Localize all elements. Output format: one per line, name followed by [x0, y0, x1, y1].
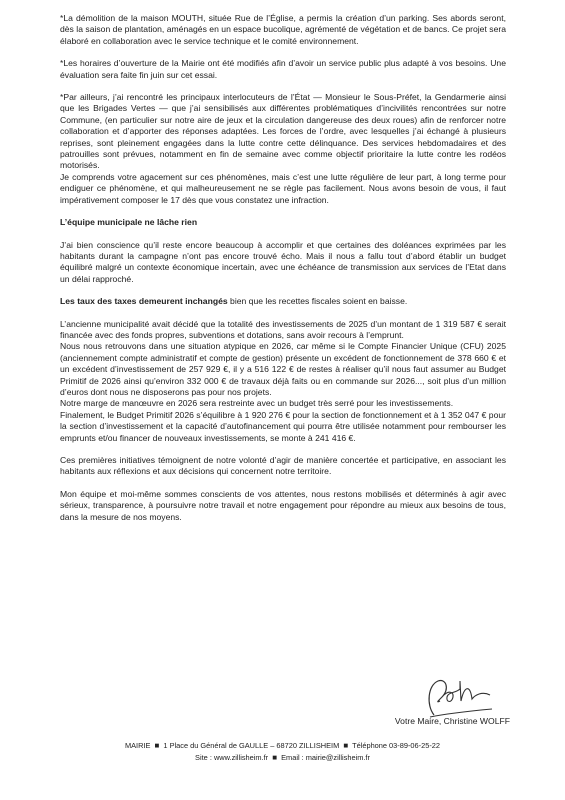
signature-block	[330, 677, 520, 727]
letter-body	[60, 13, 506, 534]
paragraph-doleances: J’ai bien conscience qu’il reste encore beaucoup à accomplir et que certaines des doléances exprimées par les habitants durant la campagne n’ont pas encore trouvé écho. Mais il nous a fallu tout d’abord établir un budget équilibré malgré un contexte économique incertain, avec une échéance de transmission aux services de l’Etat dans un délai rapproché.	[60, 239, 506, 284]
paragraph-margin: Notre marge de manœuvre en 2026 sera restreinte avec un budget très serré pour les investissements.	[60, 398, 454, 409]
handwritten-signature	[420, 675, 495, 721]
paragraph-initiatives: Ces premières initiatives témoignent de notre volonté d’agir de manière concertée et participative, en associant les habitants aux réflexions et aux décisions qui concernent notre territoire.	[60, 455, 506, 477]
section-heading: L’équipe municipale ne lâche rien	[60, 217, 198, 228]
separator-icon: ■	[154, 741, 160, 750]
separator-icon: ■	[272, 753, 278, 762]
separator-icon: ■	[343, 741, 349, 750]
paragraph-budget: Finalement, le Budget Primitif 2026 s’équilibre à 1 920 276 € pour la section de fonctionnement et à 1 352 047 € pour la section d’investissement et la capacité d’autofinancement qui pourra être utilisée notamment pour rembourser les emprunts et/ou financer de nouveaux investissements, se monte à 241 416 €.	[60, 409, 506, 443]
paragraph-incivilities: Je comprends votre agacement sur ces phénomènes, mais c’est une lutte régulière de leur part, à long terme pour endiguer ce phénomène, et qui malheureusement ne se règle pas facilement. Nous avons besoin de vous, il faut impérativement composer le 17 dès que vous constatez une infraction.	[60, 171, 506, 205]
paragraph-investments-2025: L’ancienne municipalité avait décidé que la totalité des investissements de 2025 d’un montant de 1 319 587 € serait financée avec des fonds propres, subventions et dotations, sans avoir recours à l’emprunt.	[60, 318, 506, 340]
paragraph-opening-hours: *Les horaires d’ouverture de la Mairie ont été modifiés afin d’avoir un service public plus adapté à vos besoins. Une évaluation sera faite fin juin sur cet essai.	[60, 58, 506, 80]
paragraph-situation-2026: Nous nous retrouvons dans une situation atypique en 2026, car même si le Compte Financier Unique (CFU) 2025 (anciennement compte administratif et compte de gestion) présente un excédent de fonctionnement de 378 660 € et un excédent d’investissement de 257 929 €, il y a 516 122 € de restes à réaliser qu’il nous faut assumer au Budget Primitif de 2026 ainsi qu’environ 332 000 € de travaux déjà faits ou en commande sur 2026..., soit plus d’un million d’euros dont nous ne disposerons pas pour nos projets.	[60, 341, 506, 397]
footer-contact	[0, 753, 565, 763]
signature-name: Votre Maire, Christine WOLFF	[394, 716, 510, 726]
paragraph-parking: *La démolition de la maison MOUTH, située Rue de l’Église, a permis la création d’un parking. Ses abords seront, dès la saison de plantation, aménagés en un espace bucolique, agrémenté de végétation et de bancs. Ce projet sera élaboré en collaboration avec le service technique et le comité environnement.	[60, 13, 506, 46]
footer-email[interactable]: Email : mairie@zillisheim.fr	[281, 753, 370, 762]
footer-phone: Téléphone 03-89-06-25-22	[352, 741, 441, 750]
paragraph-taxes	[60, 296, 506, 307]
footer-address	[0, 741, 565, 751]
footer-address-line: 1 Place du Général de GAULLE – 68720 ZILLISHEIM	[163, 741, 340, 750]
footer-site[interactable]: Site : www.zillisheim.fr	[195, 753, 269, 762]
footer-mairie: MAIRIE	[124, 741, 151, 750]
paragraph-security: *Par ailleurs, j’ai rencontré les principaux interlocuteurs de l’État — Monsieur le Sous-Préfet, la Gendarmerie ainsi que les Brigades Vertes — que j’ai sensibilisés aux différentes problématiques d’incivilités rencontrées sur notre Commune, (en particulier sur notre aire de jeux et la circulation dangereuse des deux roues) afin de renforcer notre collaboration et d’apporter des réponses adaptées. Les forces de l’ordre, avec lesquelles j’ai échangé à plusieurs reprises, sont pleinement engagées dans la lutte contre cette délinquance. Des services hebdomadaires et des patrouilles sont prévues, notamment en fin de semaine avec comme objectif prioritaire la lutte contre les rodéos motorisés.	[60, 92, 506, 171]
paragraph-closing: Mon équipe et moi-même sommes conscients de vos attentes, nous restons mobilisés et déterminés à agir avec sérieux, transparence, à poursuivre notre travail et notre engagement pour répondre au mieux aux besoins de tous, dans la mesure de nos moyens.	[60, 488, 506, 522]
taxes-lead: Les taux des taxes demeurent inchangés	[60, 296, 228, 307]
taxes-rest: bien que les recettes fiscales soient en baisse.	[227, 296, 408, 307]
